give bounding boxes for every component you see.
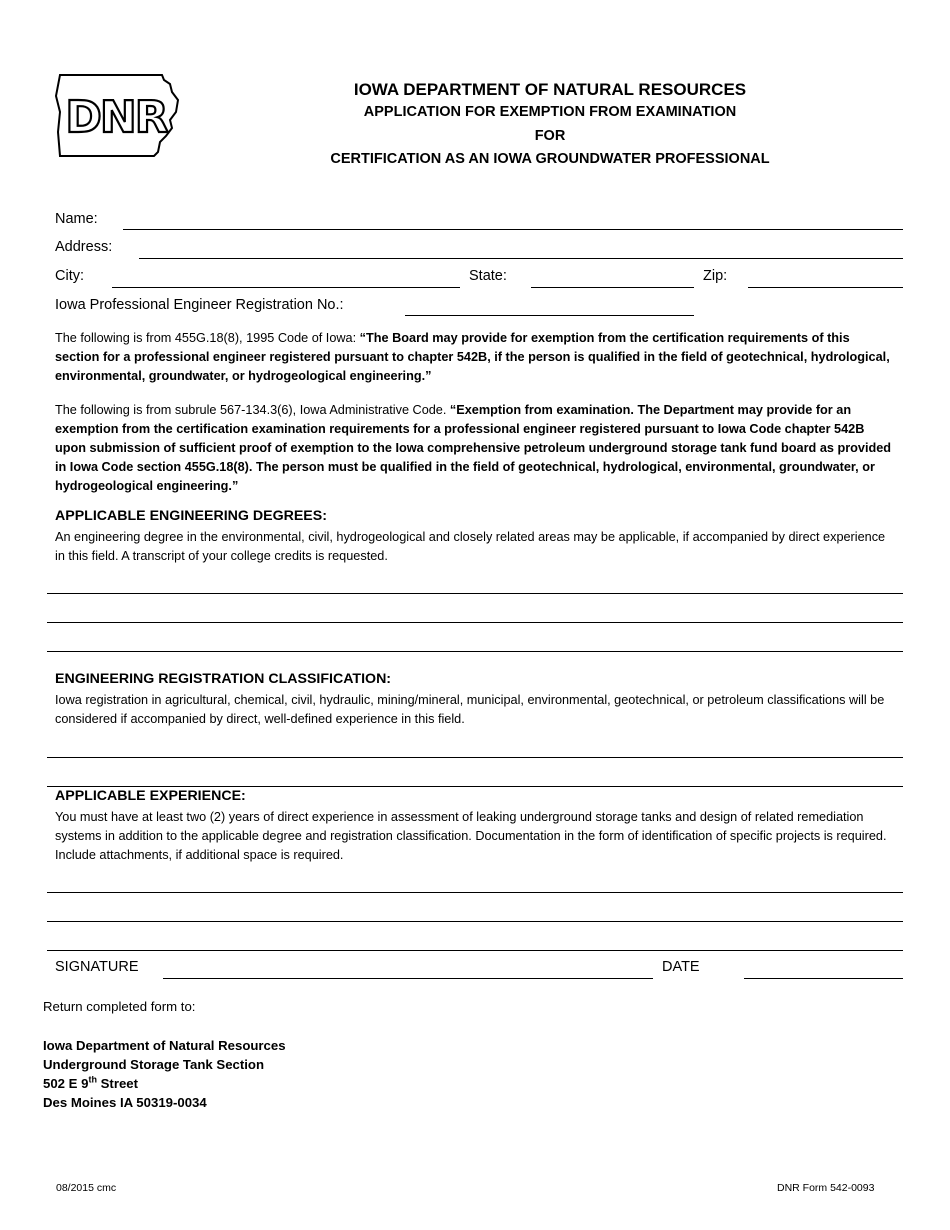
return-intro: Return completed form to: [43,999,196,1014]
form-title-line1: APPLICATION FOR EXEMPTION FROM EXAMINATION [363,104,737,120]
admin-code-quote: “Exemption from examination. The Department may provide for an exemption from the certification examination requirements for a professional engineer registered pursuant to Iowa Code chapter 542B upon submission of sufficient proof of exemption to the Iowa comprehensive petroleum underground storage tank fund board as provided in Iowa Code section 455G.18(8). The person must be qualified in the field of geotechnical, hydrological, environmental, groundwater, or hydrogeological engineering.” [55,403,892,493]
registration-heading: ENGINEERING REGISTRATION CLASSIFICATION: [55,671,392,687]
signature-label: SIGNATURE [55,959,139,975]
state-label: State: [469,268,507,284]
degrees-answer-line[interactable] [47,651,903,652]
degrees-answer-line[interactable] [47,593,903,594]
dnr-logo [54,72,180,158]
return-line1: Iowa Department of Natural Resources [43,1038,286,1053]
experience-text: You must have at least two (2) years of direct experience in assessment of leaking underground storage tanks and design of related remediation systems in addition to the applicable degree and registration classification. Documentation in the form of identification of specific projects is required. Include attachments, if additional space is required. [55,810,887,862]
experience-answer-line[interactable] [47,921,903,922]
pe-registration-label: Iowa Professional Engineer Registration No.: [55,297,344,313]
degrees-text: An engineering degree in the environmental, civil, hydrogeological and closely related areas may be applicable, if accompanied by direct experience in this field. A transcript of your college credits is requested. [55,530,886,563]
code-of-iowa-paragraph [55,329,895,386]
zip-label: Zip: [703,268,728,284]
registration-answer-line[interactable] [47,786,903,787]
experience-answer-line[interactable] [47,892,903,893]
state-field[interactable] [531,287,694,288]
agency-title: IOWA DEPARTMENT OF NATURAL RESOURCES [353,80,747,99]
signature-field[interactable] [163,978,653,979]
name-field[interactable] [123,229,903,230]
footer-revision: 08/2015 cmc [56,1182,117,1194]
date-label: DATE [662,959,700,975]
code-of-iowa-intro: The following is from 455G.18(8), 1995 Code of Iowa: [55,331,360,345]
return-line4: Des Moines IA 50319-0034 [43,1095,207,1110]
experience-answer-line[interactable] [47,950,903,951]
admin-code-paragraph [55,401,895,496]
form-title-line3: CERTIFICATION AS AN IOWA GROUNDWATER PROFESSIONAL [330,151,770,167]
registration-answer-line[interactable] [47,757,903,758]
registration-text: Iowa registration in agricultural, chemical, civil, hydraulic, mining/mineral, municipal, environmental, geotechnical, or petroleum classifications will be considered if accompanied by direct, well-defined experience in this field. [55,693,885,726]
city-label: City: [55,268,84,284]
date-field[interactable] [744,978,903,979]
logo-text: DNR [65,92,167,143]
return-address [43,1036,286,1112]
address-field[interactable] [139,258,903,259]
admin-code-intro: The following is from subrule 567-134.3(6), Iowa Administrative Code. [55,403,450,417]
address-label: Address: [55,239,113,255]
zip-field[interactable] [748,287,903,288]
degrees-answer-line[interactable] [47,622,903,623]
footer-form-number: DNR Form 542-0093 [777,1182,875,1194]
code-of-iowa-quote: “The Board may provide for exemption from the certification requirements of this section for a professional engineer registered pursuant to chapter 542B, if the person is qualified in the field of geotechnical, hydrological, environmental, groundwater, or hydrogeological engineering.” [55,331,890,383]
form-title-line2: FOR [534,128,566,144]
name-label: Name: [55,211,98,227]
experience-heading: APPLICABLE EXPERIENCE: [55,788,246,804]
return-line3: 502 E 9th Street [43,1074,139,1091]
city-field[interactable] [112,287,460,288]
pe-registration-field[interactable] [405,315,694,316]
degrees-heading: APPLICABLE ENGINEERING DEGREES: [55,508,327,524]
return-line2: Underground Storage Tank Section [43,1057,265,1072]
